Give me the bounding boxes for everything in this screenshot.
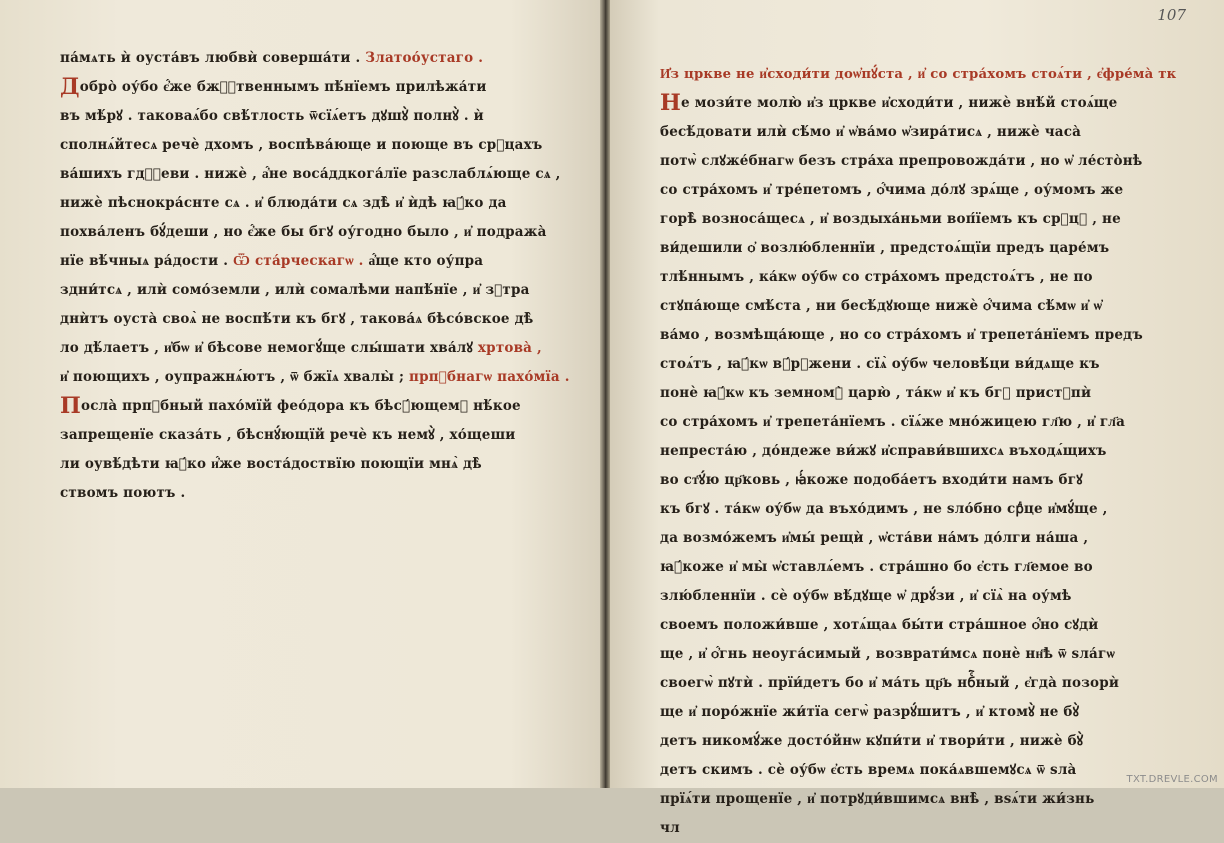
line-text: своемъ положи́вше , хотѧ́щаѧ бы́ти стра́шное ѻ҆́но сꙋдѝ [660, 617, 1099, 633]
line-text: ствомъ поютъ . [60, 485, 186, 501]
manuscript-line [660, 408, 1180, 437]
line-text: ли оувѣ́дѣти ꙗ҆́ко и҆́же воста́доствїю поющїи мнѧ̀ дѣ̀ [60, 456, 482, 472]
line-text: ще и҆ поро́жнїе жи́тїа сегѡ̀ разрꙋ́шитъ , и҆ ктомꙋ̀ не бꙋ̀ [660, 704, 1080, 720]
manuscript-line [660, 350, 1180, 379]
folio-number: 107 [1157, 6, 1186, 24]
book-gutter [600, 0, 610, 788]
manuscript-line [660, 611, 1180, 640]
rubric-text: прпⷣбнагѡ пахо́мїа . [404, 369, 570, 385]
line-text: ва́мо , возмѣща́юще , но со стра́хомъ и҆ трепета́нїемъ предъ [660, 327, 1143, 343]
line-text: осла̀ прпⷣбный пахо́мїй фео́дора къ бѣсꙋ́ющемꙋ нѣ́кое [80, 398, 521, 414]
manuscript-line [660, 60, 1180, 89]
manuscript-line [660, 495, 1180, 524]
line-text: понѐ ꙗ҆́кѡ къ земномꙋ̀ царю̀ , та́кѡ и҆ къ бгꙋ пристꙋпѝ [660, 385, 1092, 401]
line-text: а҆́ще кто оу́пра [363, 253, 484, 269]
manuscript-line [60, 392, 585, 421]
rubric-text: И҆з цркве не и҆сходи́ти доѡ҆пꙋ́ста , и҆ со стра́хомъ стоѧ́ти , є҆фре́ма̀ тк [660, 67, 1177, 82]
manuscript-line [660, 785, 1180, 814]
line-text: къ бгꙋ . та́кѡ оу́бѡ да въхо́димъ , не ѕло́бно срⷣце и҆мꙋ́ще , [660, 501, 1108, 517]
manuscript-line [60, 131, 585, 160]
manuscript-line [660, 640, 1180, 669]
manuscript-line [660, 89, 1180, 118]
line-text: стоѧ́тъ , ꙗ҆́кѡ вꙋ́рꙋжени . сїѧ̀ оу́бѡ человѣ́ци ви́дѧще къ [660, 356, 1100, 372]
line-text: сполнѧ́йтесѧ речѐ дхомъ , воспѣва́юще и поюще въ срⷣцахъ [60, 137, 543, 153]
line-text: ва́шихъ гдⷭ҇еви . нижѐ , а҆́не воса́ддкога́лїе разслаблѧ́юще сѧ , [60, 166, 561, 182]
manuscript-line [660, 466, 1180, 495]
line-text: нижѐ пѣснокра́снте сѧ . и҆ блюда́ти сѧ здѣ̀ и҆ ѝдѣ ꙗ҆́ко да [60, 195, 507, 211]
line-text: ло дѣ́лаетъ , и҆бѡ и҆ бѣсове немогꙋ́ще слы́шати хва́лꙋ [60, 340, 474, 356]
line-text: чл [660, 820, 680, 836]
manuscript-line [660, 176, 1180, 205]
manuscript-line [60, 218, 585, 247]
line-text: запрещенїе сказа́ть , бѣснꙋ́ющїй речѐ къ немꙋ̀ , хо́щеши [60, 427, 516, 443]
rubric-text: Златоо́устаго . [360, 50, 484, 66]
manuscript-line [660, 379, 1180, 408]
manuscript-line [60, 450, 585, 479]
line-text: днѝтъ оуста̀ своѧ̀ не воспѣ́ти къ бгꙋ , такова́ѧ бѣсо́вское дѣ̀ [60, 311, 534, 327]
line-text: ще , и҆ ѻ҆́гнь неоуга́симый , возврати́мсѧ понѐ нн҃ѣ ѿ ѕла́гѡ [660, 646, 1116, 662]
manuscript-line [660, 292, 1180, 321]
line-text: детъ скимъ . сѐ оу́бѡ є҆сть времѧ пока́ѧвшемꙋсѧ ѿ ѕла̀ [660, 762, 1077, 778]
rubric-text: хртова̀ , [473, 340, 542, 356]
manuscript-line [60, 276, 585, 305]
line-text: да возмо́жемъ и҆мы́ рещѝ , ѡ҆ста́ви на́мъ до́лги на́ша , [660, 530, 1089, 546]
manuscript-line [660, 553, 1180, 582]
manuscript-line [60, 479, 585, 508]
line-text: бесѣ́довати илѝ сѣ́мо и҆ ѡ҆ва́мо ѡ҆зира́тисѧ , нижѐ часа̀ [660, 124, 1082, 140]
manuscript-line [660, 669, 1180, 698]
red-initial-letter: Н [660, 90, 681, 116]
line-text: ви́дешили ѻ҆ возлю́бленнїи , предстоѧ́щїи предъ царе́мъ [660, 240, 1110, 256]
manuscript-line [660, 437, 1180, 466]
line-text: во ст҃ꙋ́ю цр҃ковь , ꙗ҆́коже подоба́етъ входи́ти намъ бгꙋ [660, 472, 1083, 488]
line-text: детъ никомꙋ́же досто́йнѡ кꙋпи́ти и҆ твори́ти , нижѐ бꙋ̀ [660, 733, 1084, 749]
red-initial-letter: Д [60, 74, 80, 100]
left-manuscript-page [0, 0, 600, 788]
left-page-text [60, 44, 585, 508]
manuscript-line [60, 102, 585, 131]
manuscript-line [660, 234, 1180, 263]
line-text: своегѡ̀ пꙋтѝ . прїи́детъ бо и҆ ма́ть цр҃ь нбⷭ҇ный , є҆гда̀ позорѝ [660, 675, 1120, 691]
line-text: нїе вѣ́чныѧ ра́дости . [60, 253, 229, 269]
manuscript-line [660, 524, 1180, 553]
manuscript-line [660, 582, 1180, 611]
line-text: здни́тсѧ , илѝ сомо́земли , илѝ сомалѣми напѣ́нїе , и҆ зⷶтра [60, 282, 530, 298]
manuscript-line [660, 727, 1180, 756]
manuscript-line [60, 189, 585, 218]
manuscript-line [660, 205, 1180, 234]
line-text: со стра́хомъ и҆ тре́петомъ , ѻ҆́чима до́лꙋ зрѧ́ще , оу́момъ же [660, 182, 1124, 198]
manuscript-line [60, 363, 585, 392]
line-text: со стра́хомъ и҆ трепета́нїемъ . сїѧ́же мно́жицею гл҃ю , и҆ гл҃а [660, 414, 1126, 430]
manuscript-line [60, 247, 585, 276]
line-text: тлѣ́ннымъ , ка́кѡ оу́бѡ со стра́хомъ предстоѧ́тъ , не по [660, 269, 1093, 285]
manuscript-line [60, 305, 585, 334]
line-text: похва́ленъ бꙋ́деши , но є҆́же бы бгꙋ оу́годно было , и҆ подража̀ [60, 224, 547, 240]
line-text: па́мѧть ѝ оуста́въ любвѝ соверша́ти . [60, 50, 361, 66]
watermark: TXT.DREVLE.COM [1126, 774, 1218, 785]
manuscript-line [660, 756, 1180, 785]
manuscript-line [60, 44, 585, 73]
manuscript-line [60, 73, 585, 102]
line-text: ꙗ҆́коже и҆ мы̀ ѡ҆ставлѧ́емъ . стра́шно бо є҆сть гл҃емое во [660, 559, 1093, 575]
line-text: прїѧ́ти прощенїе , и҆ потрꙋди́вшимсѧ внѣ̀ , вѕѧ́ти жи́знь [660, 791, 1095, 807]
manuscript-line [60, 421, 585, 450]
manuscript-line [660, 118, 1180, 147]
line-text: и҆ поющихъ , оупражнѧ́ютъ , ѿ бжїѧ хвалы̀ ; [60, 369, 405, 385]
rubric-text: Ѿ ста́рческагѡ . [228, 253, 364, 269]
line-text: непреста́ю , до́ндеже ви́жꙋ и҆справи́вшихсѧ въходѧ́щихъ [660, 443, 1107, 459]
manuscript-line [660, 814, 1180, 843]
line-text: е мози́те молю̀ и҆з цркве и҆сходи́ти , нижѐ внѣ́й стоѧ́ще [681, 95, 1118, 111]
manuscript-line [660, 321, 1180, 350]
line-text: стꙋпа́юще смѣ́ста , ни бесѣ́дꙋюще нижѐ ѻ҆́чима сѣ́мѡ и҆ ѡ҆ [660, 298, 1103, 314]
red-initial-letter: П [60, 393, 81, 419]
manuscript-line [660, 698, 1180, 727]
manuscript-line [60, 160, 585, 189]
right-page-text [660, 60, 1180, 843]
manuscript-line [60, 334, 585, 363]
line-text: обро̀ оу́бо є҆́же бжⷭ҇твеннымъ пѣ́нїемъ прилѣжа́ти [79, 79, 487, 95]
manuscript-line [660, 147, 1180, 176]
line-text: злю́бленнїи . сѐ оу́бѡ вѣ́дꙋще ѡ҆ дрꙋ́зи , и҆ сїѧ̀ на оу́мѣ [660, 588, 1072, 604]
line-text: въ мѣ́рꙋ . таковаѧ́бо свѣ́тлость ѿсїѧ́етъ дꙋшꙋ̀ полнꙋ̀ . ѝ [60, 108, 484, 124]
line-text: горѣ̀ возноса́щесѧ , и҆ воздыха́ньми воп́їемъ къ срⷣцꙋ , не [660, 211, 1121, 227]
manuscript-line [660, 263, 1180, 292]
line-text: потѡ̀ слꙋже́бнагѡ безъ стра́ха препровожда́ти , но ѡ҆ ле́сто̀нѣ [660, 153, 1143, 169]
